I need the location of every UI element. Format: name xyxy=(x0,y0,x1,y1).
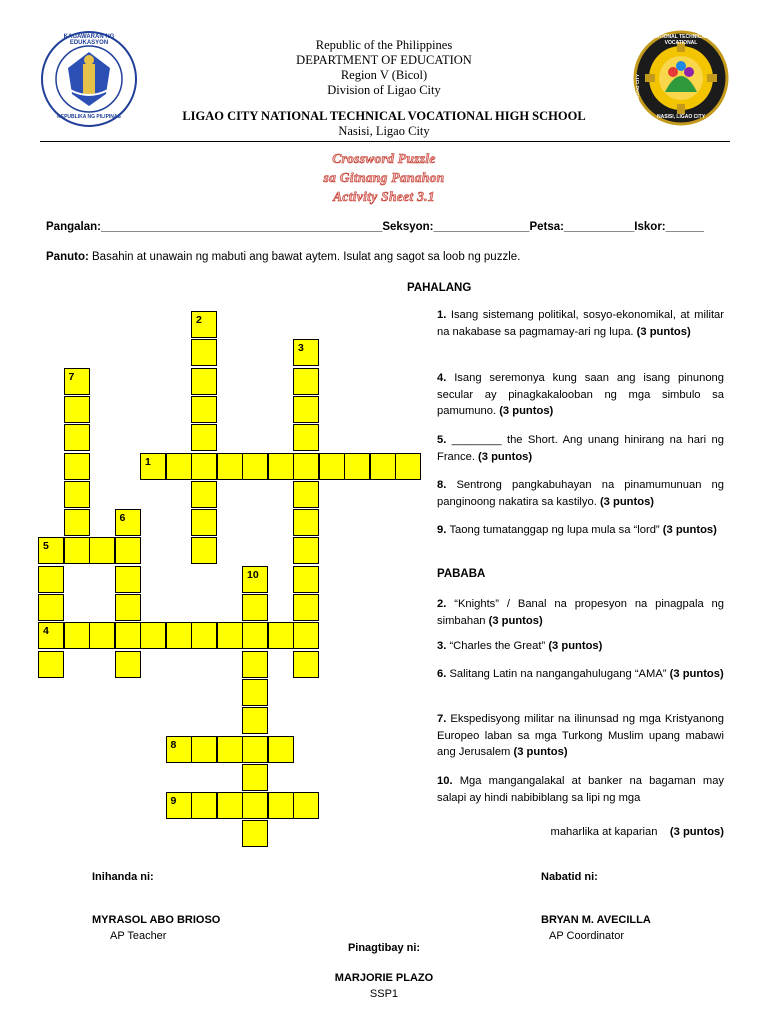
prepared-name: MYRASOL ABO BRIOSO xyxy=(92,914,221,926)
approved-name: MARJORIE PLAZO xyxy=(334,972,434,984)
student-info-fields[interactable]: Pangalan:____________________________________________Seksyon:_______________Petsa:___________Iskor:______ xyxy=(46,221,704,233)
approved-role: SSP1 xyxy=(369,988,399,1000)
cell-number: 4 xyxy=(43,625,49,638)
crossword-cell[interactable] xyxy=(293,453,319,480)
crossword-cell[interactable] xyxy=(293,622,319,649)
crossword-cell[interactable] xyxy=(242,594,268,621)
crossword-cell[interactable] xyxy=(242,453,268,480)
crossword-cell[interactable] xyxy=(38,566,64,593)
cell-number: 3 xyxy=(298,342,304,355)
crossword-cell[interactable] xyxy=(242,736,268,763)
noted-role: AP Coordinator xyxy=(549,930,625,942)
crossword-cell[interactable] xyxy=(166,736,192,763)
clue-across-1: 1. Isang sistemang politikal, sosyo-ekonomikal, at militar na nakabase sa pagmamay-ari ng lupa. (3 puntos) xyxy=(437,309,725,338)
noted-label: Nabatid ni: xyxy=(541,871,598,883)
crossword-cell[interactable] xyxy=(64,481,90,508)
crossword-cell[interactable] xyxy=(242,566,268,593)
clue-across-9: 9. Taong tumatanggap ng lupa mula sa “lord” (3 puntos) xyxy=(437,524,717,536)
clue-across-5: 5. ________ the Short. Ang unang hinirang na hari ng France. (3 puntos) xyxy=(437,434,724,463)
cell-number: 8 xyxy=(170,738,177,751)
crossword-cell[interactable] xyxy=(191,792,217,819)
cell-number: 6 xyxy=(119,512,126,525)
header-divider xyxy=(40,141,730,142)
crossword-cell[interactable] xyxy=(64,537,90,564)
crossword-cell[interactable] xyxy=(268,622,294,649)
crossword-cell[interactable] xyxy=(64,509,90,536)
crossword-cell[interactable] xyxy=(293,339,319,366)
crossword-cell[interactable] xyxy=(319,453,345,480)
crossword-cell[interactable] xyxy=(166,792,192,819)
clue-across-8: 8. Sentrong pangkabuhayan na pinamumunuan ng panginoong nakatira sa kastilyo. (3 puntos) xyxy=(437,479,724,508)
crossword-cell[interactable] xyxy=(115,651,141,678)
crossword-cell[interactable] xyxy=(217,792,243,819)
crossword-cell[interactable] xyxy=(191,311,217,338)
crossword-cell[interactable] xyxy=(38,622,64,649)
crossword-cell[interactable] xyxy=(191,424,217,451)
header-line-3: Region V (Bicol) xyxy=(340,68,428,82)
noted-name: BRYAN M. AVECILLA xyxy=(541,914,651,926)
right-seal-sub: LIGAO CITY xyxy=(635,74,640,100)
crossword-cell[interactable] xyxy=(191,396,217,423)
across-heading: PAHALANG xyxy=(407,282,472,294)
instructions xyxy=(46,251,520,263)
school-name: LIGAO CITY NATIONAL TECHNICAL VOCATIONAL HIGH SCHOOL xyxy=(182,109,586,123)
left-seal-top-text: KAGAWARAN NG EDUKASYON xyxy=(63,34,115,46)
cell-number: 9 xyxy=(170,795,177,808)
crossword-cell[interactable] xyxy=(38,651,64,678)
crossword-cell[interactable] xyxy=(191,509,217,536)
crossword-cell[interactable] xyxy=(89,622,115,649)
crossword-cell[interactable] xyxy=(293,424,319,451)
crossword-cell[interactable] xyxy=(242,651,268,678)
crossword-cell[interactable] xyxy=(293,651,319,678)
header xyxy=(0,38,768,98)
right-seal-text: NATIONAL TECHNICAL-VOCATIONAL xyxy=(652,34,710,46)
crossword-cell[interactable] xyxy=(293,509,319,536)
crossword-cell[interactable] xyxy=(191,537,217,564)
crossword-cell[interactable] xyxy=(293,368,319,395)
cell-number: 7 xyxy=(68,370,75,383)
crossword-cell[interactable] xyxy=(293,537,319,564)
school-address: Nasisi, Ligao City xyxy=(338,124,430,138)
crossword-cell[interactable] xyxy=(115,509,141,536)
crossword-cell[interactable] xyxy=(268,792,294,819)
header-line-4: Division of Ligao City xyxy=(327,83,441,97)
cell-number: 1 xyxy=(145,455,151,468)
crossword-cell[interactable] xyxy=(38,594,64,621)
crossword-cell[interactable] xyxy=(268,453,294,480)
crossword-cell[interactable] xyxy=(217,453,243,480)
crossword-cell[interactable] xyxy=(191,622,217,649)
header-line-2: DEPARTMENT OF EDUCATION xyxy=(296,53,472,67)
crossword-cell[interactable] xyxy=(370,453,396,480)
crossword-cell[interactable] xyxy=(242,792,268,819)
clue-across-4: 4. Isang seremonya kung saan ang isang pinunong secular ay pinagkakalooban ng mga simbulo sa pamumuno. (3 puntos) xyxy=(437,372,724,417)
down-heading: PABABA xyxy=(437,568,486,580)
clue-down-3: 3. “Charles the Great” (3 puntos) xyxy=(437,640,603,652)
crossword-cell[interactable] xyxy=(166,453,192,480)
clue-down-7: 7. Ekspedisyong militar na ilinunsad ng mga Kristyanong Europeo laban sa mga Turkong Muslim upang mabawi ang Jerusalem (3 puntos) xyxy=(437,713,725,758)
crossword-cell[interactable] xyxy=(38,537,64,564)
crossword-cell[interactable] xyxy=(293,566,319,593)
title-line-2: sa Gitnang Panahon xyxy=(323,170,445,185)
crossword-cell[interactable] xyxy=(166,622,192,649)
crossword-cell[interactable] xyxy=(293,396,319,423)
header-line-1: Republic of the Philippines xyxy=(315,38,453,52)
crossword-cell[interactable] xyxy=(64,622,90,649)
crossword-cell[interactable] xyxy=(293,481,319,508)
clue-down-10-cont: maharlika at kaparian (3 puntos) xyxy=(550,826,724,838)
clue-down-6: 6. Salitang Latin na nangangahulugang “AMA” (3 puntos) xyxy=(437,668,724,680)
crossword-cell[interactable] xyxy=(395,453,421,480)
crossword-cell[interactable] xyxy=(64,424,90,451)
clue-down-2: 2. “Knights” / Banal na propesyon na pinagpala ng simbahan (3 puntos) xyxy=(437,598,724,627)
instructions-label: Panuto: xyxy=(46,251,89,263)
cell-number: 5 xyxy=(43,540,49,553)
prepared-label: Inihanda ni: xyxy=(92,871,154,883)
right-seal-bottom: NASISI, LIGAO CITY xyxy=(656,114,706,120)
cell-number: 2 xyxy=(196,314,202,326)
crossword-cell[interactable] xyxy=(64,453,90,480)
crossword-cell[interactable] xyxy=(242,622,268,649)
approved-label: Pinagtibay ni: xyxy=(347,942,421,954)
instructions-text: Basahin at unawain ng mabuti ang bawat aytem. Isulat ang sagot sa loob ng puzzle. xyxy=(88,251,521,263)
crossword-cell[interactable] xyxy=(217,622,243,649)
crossword-cell[interactable] xyxy=(293,792,319,819)
crossword-cell[interactable] xyxy=(140,453,166,480)
crossword-cell[interactable] xyxy=(140,622,166,649)
crossword-cell[interactable] xyxy=(64,368,90,395)
crossword-cell[interactable] xyxy=(191,453,217,480)
crossword-cell[interactable] xyxy=(115,594,141,621)
left-seal-bottom-text: REPUBLIKA NG PILIPINAS xyxy=(57,114,121,120)
crossword-cell[interactable] xyxy=(242,820,268,847)
crossword-cell[interactable] xyxy=(344,453,370,480)
crossword-cell[interactable] xyxy=(191,481,217,508)
crossword-cell[interactable] xyxy=(191,736,217,763)
crossword-cell[interactable] xyxy=(64,396,90,423)
crossword-cell[interactable] xyxy=(242,764,268,791)
prepared-role: AP Teacher xyxy=(110,930,167,942)
crossword-cell[interactable] xyxy=(242,679,268,706)
clue-down-10: 10. Mga mangangalakal at banker na bagaman may salapi ay hindi nabibiblang sa lipi ng mga xyxy=(437,775,725,804)
crossword-cell[interactable] xyxy=(89,537,115,564)
crossword-cell[interactable] xyxy=(115,622,141,649)
crossword-cell[interactable] xyxy=(191,339,217,366)
title-line-3: Activity Sheet 3.1 xyxy=(333,189,435,204)
crossword-cell[interactable] xyxy=(191,368,217,395)
crossword-cell[interactable] xyxy=(217,736,243,763)
crossword-cell[interactable] xyxy=(293,594,319,621)
title-line-1: Crossword Puzzle xyxy=(332,151,436,166)
crossword-cell[interactable] xyxy=(268,736,294,763)
crossword-cell[interactable] xyxy=(115,566,141,593)
cell-number: 10 xyxy=(247,568,259,581)
crossword-cell[interactable] xyxy=(242,707,268,734)
crossword-cell[interactable] xyxy=(115,537,141,564)
